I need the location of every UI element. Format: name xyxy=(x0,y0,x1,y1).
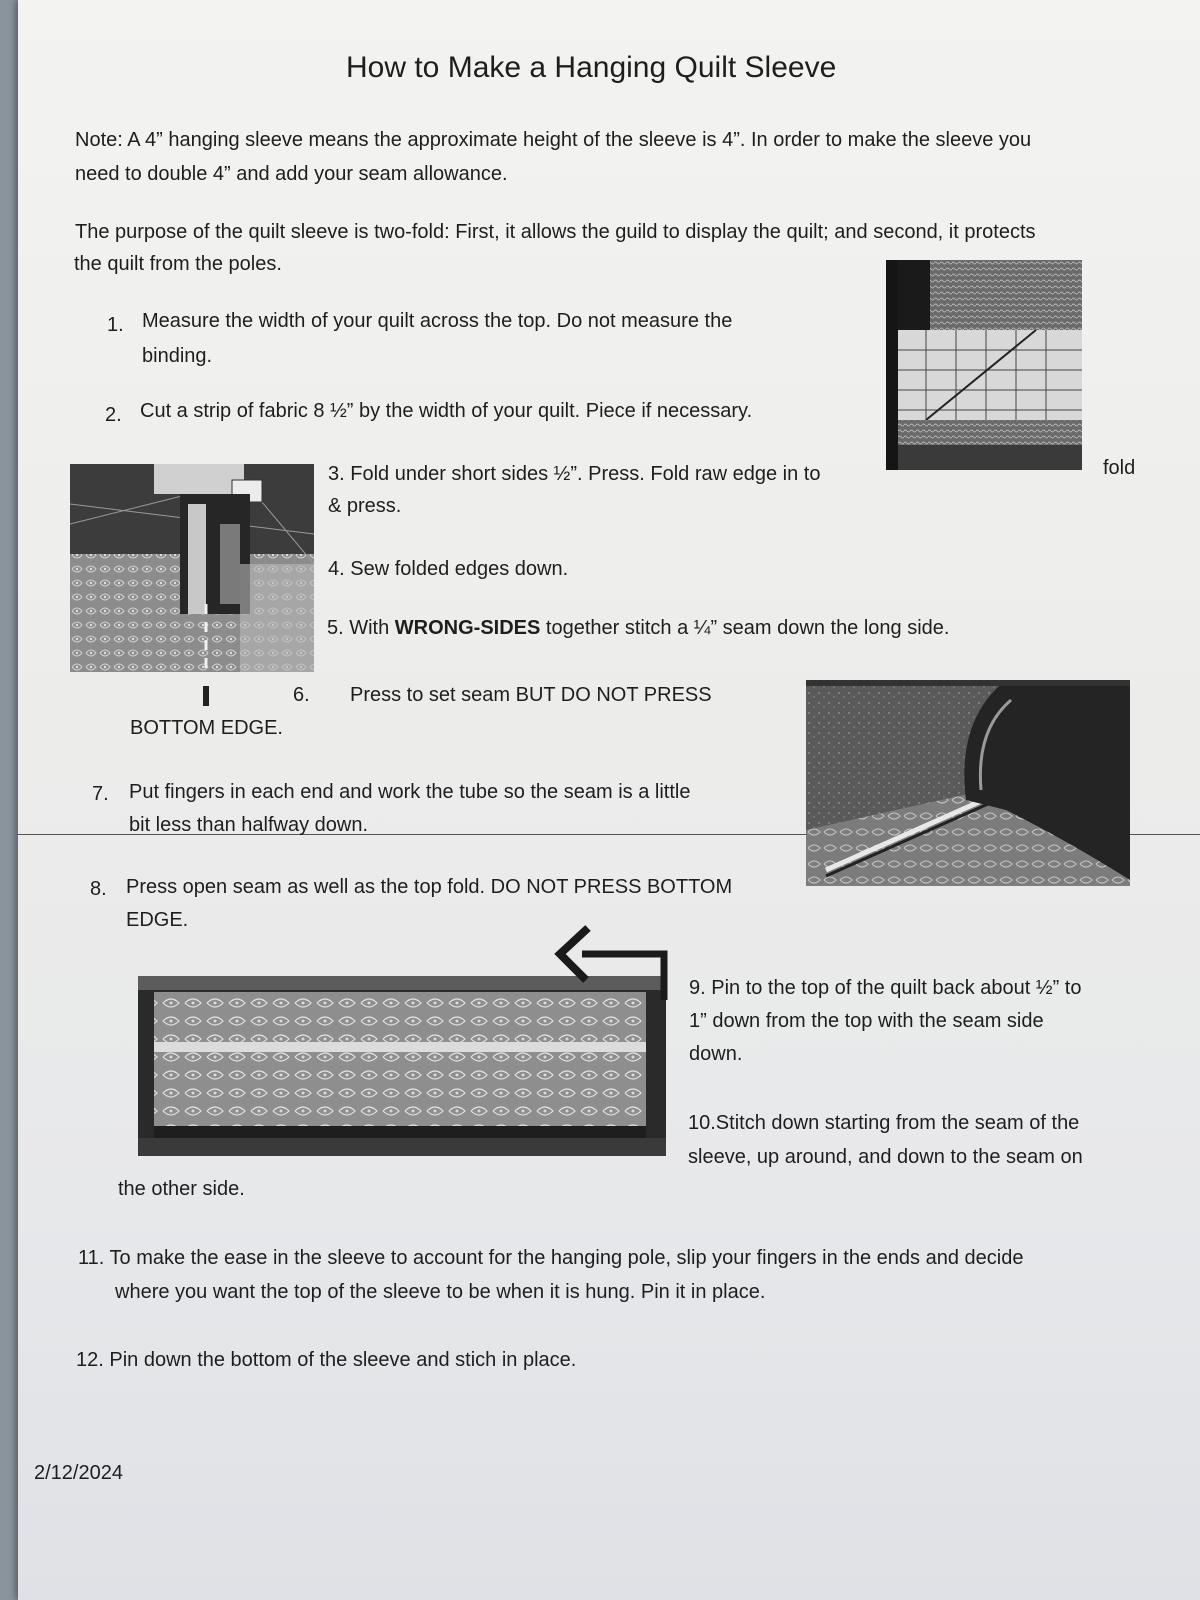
step-6-number: 6. xyxy=(293,684,310,706)
folded-sleeve-photo xyxy=(138,976,666,1156)
step-6-line-2: BOTTOM EDGE. xyxy=(130,717,283,739)
step-8-line-2: EDGE. xyxy=(126,909,189,931)
step-7-number: 7. xyxy=(92,783,109,805)
step-11-line-2: where you want the top of the sleeve to be when it is hung. Pin it in place. xyxy=(115,1281,766,1303)
step-7-line-1: Put fingers in each end and work the tube so the seam is a little xyxy=(129,781,691,803)
arrow-left-icon xyxy=(552,918,668,1000)
page-title: How to Make a Hanging Quilt Sleeve xyxy=(346,51,837,84)
sewing-machine-photo xyxy=(70,464,314,672)
fabric-ruler-photo xyxy=(886,260,1082,470)
step-3-line-1: 3. Fold under short sides ½”. Press. Fold raw edge in to xyxy=(328,463,821,485)
step-11-line-1: 11. To make the ease in the sleeve to account for the hanging pole, slip your fingers in the ends and decide xyxy=(78,1247,1024,1269)
step-9-line-2: 1” down from the top with the seam side xyxy=(689,1010,1044,1032)
step-4-text: 4. Sew folded edges down. xyxy=(328,558,569,580)
step-3-line-2: & press. xyxy=(328,495,402,517)
note-line-1: Note: A 4” hanging sleeve means the approximate height of the sleeve is 4”. In order to make the sleeve you xyxy=(75,129,1032,151)
step-1-line-2: binding. xyxy=(142,345,213,367)
step-5-text: 5. With WRONG-SIDES together stitch a ¼” seam down the long side. xyxy=(327,617,950,639)
step-12-text: 12. Pin down the bottom of the sleeve and stich in place. xyxy=(76,1349,577,1371)
step-1-line-1: Measure the width of your quilt across the top. Do not measure the xyxy=(142,310,733,332)
stitch-mark xyxy=(203,686,209,706)
iron-pressing-photo xyxy=(806,680,1130,886)
purpose-line-2: the quilt from the poles. xyxy=(74,253,282,275)
step-9-line-1: 9. Pin to the top of the quilt back about ½” to xyxy=(689,977,1082,999)
step-1-number: 1. xyxy=(107,314,124,336)
step-8-line-1: Press open seam as well as the top fold. DO NOT PRESS BOTTOM xyxy=(126,876,733,898)
step-2-number: 2. xyxy=(105,404,122,426)
step-10-line-2: sleeve, up around, and down to the seam on xyxy=(688,1146,1083,1168)
step-9-line-3: down. xyxy=(689,1043,743,1065)
step-6-line-1: Press to set seam BUT DO NOT PRESS xyxy=(350,684,712,706)
note-line-2: need to double 4” and add your seam allowance. xyxy=(75,163,508,185)
step-10-line-1: 10.Stitch down starting from the seam of the xyxy=(688,1112,1080,1134)
step-2-text: Cut a strip of fabric 8 ½” by the width of your quilt. Piece if necessary. xyxy=(140,400,753,422)
step-7-line-2: bit less than halfway down. xyxy=(129,814,369,836)
step-8-number: 8. xyxy=(90,878,107,900)
step-10-line-3: the other side. xyxy=(118,1178,245,1200)
step-3-word-fold: fold xyxy=(1103,457,1136,479)
purpose-line-1: The purpose of the quilt sleeve is two-fold: First, it allows the guild to display the quilt; and second, it protects xyxy=(75,221,1036,243)
document-date: 2/12/2024 xyxy=(34,1462,123,1484)
